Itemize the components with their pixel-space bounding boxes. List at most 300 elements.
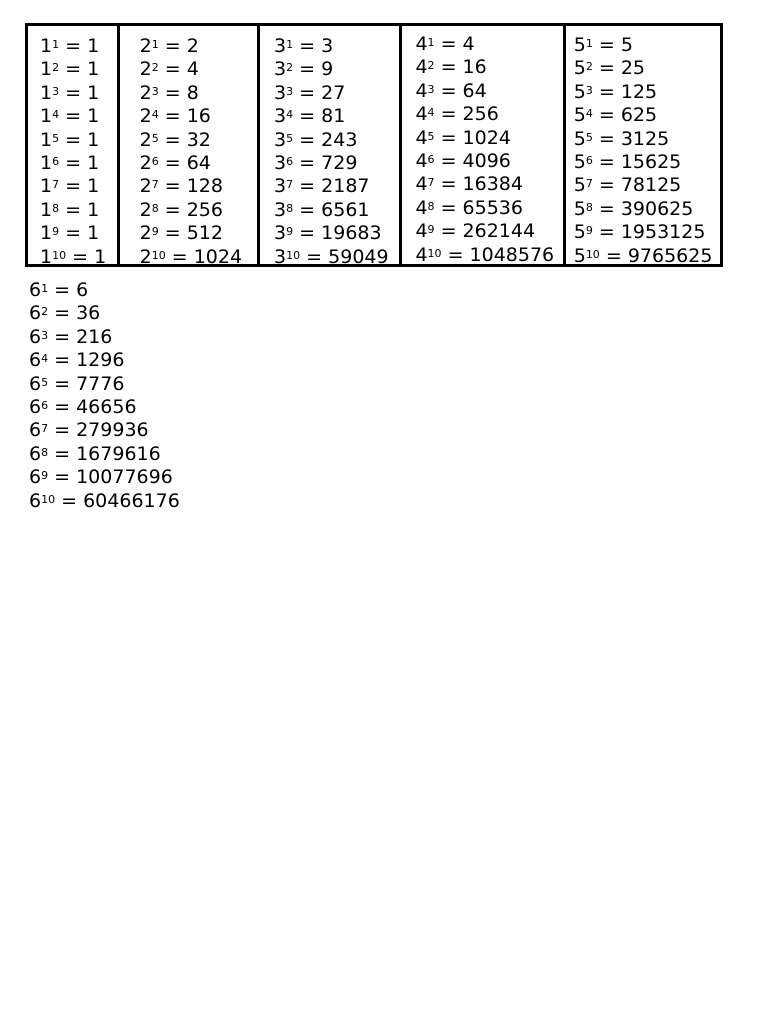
equals-sign: =	[59, 128, 88, 151]
equals-sign: =	[48, 279, 77, 301]
power-value: 1	[87, 198, 100, 221]
power-base: 3	[274, 105, 287, 128]
equals-sign: =	[48, 349, 77, 372]
power-base: 1	[40, 128, 53, 151]
equals-sign: =	[48, 325, 77, 348]
power-value: 512	[186, 222, 223, 245]
equals-sign: =	[592, 127, 621, 150]
power-base: 5	[573, 57, 586, 80]
power-equation	[140, 129, 257, 152]
power-equation	[140, 222, 257, 245]
power-base: 4	[415, 149, 428, 172]
power-base: 3	[274, 245, 287, 268]
power-value: 64	[186, 151, 211, 174]
equals-sign: =	[158, 222, 187, 245]
power-base: 3	[274, 151, 287, 174]
power-equation	[29, 396, 180, 419]
power-value: 1	[87, 58, 100, 81]
power-equation	[140, 152, 257, 175]
power-equation	[274, 222, 399, 245]
equals-sign: =	[293, 198, 322, 221]
power-exponent: 7	[52, 178, 60, 192]
power-equation	[415, 244, 562, 267]
power-base: 1	[40, 245, 53, 268]
power-exponent: 5	[286, 131, 294, 145]
power-exponent: 1	[427, 36, 435, 49]
equals-sign: =	[59, 175, 88, 198]
equals-sign: =	[48, 395, 77, 418]
power-value: 16	[462, 56, 487, 79]
power-base: 2	[139, 198, 152, 221]
power-equation	[29, 419, 180, 442]
power-exponent: 4	[286, 108, 294, 122]
power-exponent: 1	[41, 282, 49, 295]
power-value: 16	[186, 105, 211, 128]
power-exponent: 10	[585, 247, 600, 261]
power-base: 4	[415, 103, 428, 126]
power-value: 46656	[76, 395, 137, 418]
power-exponent: 4	[585, 107, 593, 121]
power-exponent: 6	[286, 154, 294, 168]
equals-sign: =	[293, 222, 322, 245]
power-equation	[40, 199, 117, 222]
equals-sign: =	[59, 58, 88, 81]
equals-sign: =	[300, 245, 329, 268]
power-base: 4	[415, 196, 428, 219]
power-equation	[574, 151, 720, 174]
power-value: 60466176	[83, 489, 180, 512]
equals-sign: =	[441, 243, 470, 266]
power-equation	[574, 128, 720, 151]
power-base: 6	[29, 279, 42, 301]
equals-sign: =	[158, 35, 187, 57]
power-equation	[415, 173, 562, 196]
power-equation	[274, 58, 399, 81]
power-exponent: 3	[286, 84, 294, 98]
power-equation	[40, 222, 117, 245]
equals-sign: =	[293, 58, 322, 81]
power-exponent: 1	[585, 37, 593, 50]
power-equation	[140, 82, 257, 105]
power-value: 6	[76, 279, 89, 301]
power-equation	[274, 105, 399, 128]
equals-sign: =	[592, 80, 621, 103]
power-base: 1	[40, 151, 53, 174]
power-value: 390625	[620, 197, 694, 220]
power-value: 216	[76, 325, 113, 348]
power-value: 1	[87, 128, 100, 151]
power-base: 4	[415, 126, 428, 149]
power-value: 59049	[328, 245, 389, 268]
power-base: 2	[139, 222, 152, 245]
power-base: 4	[415, 33, 428, 55]
power-exponent: 1	[151, 38, 159, 51]
power-base: 6	[29, 395, 42, 418]
power-base: 3	[274, 175, 287, 198]
power-exponent: 6	[585, 153, 593, 167]
power-equation	[29, 326, 180, 349]
power-exponent: 2	[286, 61, 294, 75]
power-base: 6	[29, 419, 42, 442]
equals-sign: =	[158, 151, 187, 174]
power-equation	[29, 490, 180, 513]
power-base: 6	[29, 349, 42, 372]
power-base: 6	[29, 372, 42, 395]
power-equation	[415, 80, 562, 103]
power-exponent: 6	[151, 154, 159, 168]
equals-sign: =	[592, 57, 621, 80]
power-equation	[415, 33, 562, 56]
power-exponent: 5	[52, 131, 60, 145]
power-base: 6	[29, 325, 42, 348]
power-equation	[415, 127, 562, 150]
power-base: 6	[29, 302, 42, 325]
equals-sign: =	[434, 173, 463, 196]
power-equation	[274, 152, 399, 175]
power-exponent: 3	[41, 328, 49, 342]
power-equation	[40, 152, 117, 175]
equals-sign: =	[158, 81, 187, 104]
power-equation	[574, 34, 720, 57]
power-equation	[574, 174, 720, 197]
power-equation	[274, 246, 399, 269]
power-value: 1	[87, 222, 100, 245]
power-equation	[140, 58, 257, 81]
powers-of-5-column	[566, 26, 723, 267]
power-exponent: 10	[52, 248, 67, 262]
power-base: 2	[139, 245, 152, 268]
equals-sign: =	[434, 79, 463, 102]
power-equation	[40, 82, 117, 105]
power-value: 1	[87, 151, 100, 174]
equals-sign: =	[599, 244, 628, 267]
power-base: 3	[274, 222, 287, 245]
power-equation	[574, 198, 720, 221]
power-exponent: 1	[286, 38, 294, 51]
power-value: 1	[94, 245, 107, 268]
power-value: 4	[186, 58, 199, 81]
power-value: 5	[620, 34, 633, 56]
equals-sign: =	[434, 56, 463, 79]
equals-sign: =	[434, 220, 463, 243]
equals-sign: =	[59, 105, 88, 128]
power-value: 64	[462, 79, 487, 102]
power-value: 9765625	[627, 244, 713, 267]
power-value: 125	[620, 80, 658, 103]
power-base: 1	[40, 175, 53, 198]
power-base: 1	[40, 35, 53, 57]
power-base: 2	[139, 105, 152, 128]
power-exponent: 7	[151, 178, 159, 192]
equals-sign: =	[592, 150, 621, 173]
power-exponent: 2	[585, 60, 593, 74]
equals-sign: =	[293, 81, 322, 104]
power-equation	[40, 35, 117, 58]
power-equation	[415, 56, 562, 79]
power-equation	[40, 129, 117, 152]
power-value: 9	[321, 58, 334, 81]
power-value: 10077696	[76, 466, 173, 489]
power-value: 1679616	[76, 442, 161, 465]
equals-sign: =	[59, 81, 88, 104]
power-equation	[415, 220, 562, 243]
equals-sign: =	[59, 222, 88, 245]
power-equation	[574, 221, 720, 244]
power-exponent: 1	[52, 38, 60, 51]
power-base: 5	[573, 174, 586, 197]
power-value: 1	[87, 175, 100, 198]
power-exponent: 2	[52, 61, 60, 75]
equals-sign: =	[293, 105, 322, 128]
power-equation	[140, 175, 257, 198]
power-base: 3	[274, 81, 287, 104]
power-exponent: 10	[41, 492, 56, 506]
power-base: 4	[415, 79, 428, 102]
equals-sign: =	[66, 245, 95, 268]
power-base: 4	[415, 173, 428, 196]
power-base: 3	[274, 198, 287, 221]
power-equation	[29, 466, 180, 489]
equals-sign: =	[59, 35, 88, 57]
power-base: 5	[573, 34, 586, 56]
power-value: 81	[321, 105, 346, 128]
equals-sign: =	[293, 128, 322, 151]
equals-sign: =	[59, 151, 88, 174]
equals-sign: =	[48, 372, 77, 395]
powers-of-2-column	[120, 26, 260, 268]
power-value: 1296	[76, 349, 125, 372]
power-equation	[415, 103, 562, 126]
power-exponent: 8	[52, 201, 60, 215]
power-equation	[274, 82, 399, 105]
power-base: 5	[573, 127, 586, 150]
power-equation	[29, 443, 180, 466]
power-exponent: 6	[52, 154, 60, 168]
power-equation	[40, 175, 117, 198]
power-base: 4	[415, 243, 428, 266]
power-base: 2	[139, 81, 152, 104]
equals-sign: =	[48, 466, 77, 489]
power-value: 1	[87, 105, 100, 128]
equals-sign: =	[55, 489, 84, 512]
equals-sign: =	[293, 35, 322, 57]
power-exponent: 9	[41, 469, 49, 483]
power-value: 4	[462, 33, 475, 55]
power-base: 2	[139, 35, 152, 57]
power-equation	[29, 302, 180, 325]
power-value: 243	[321, 128, 358, 151]
power-value: 15625	[620, 150, 682, 173]
power-value: 1953125	[620, 221, 706, 244]
equals-sign: =	[158, 58, 187, 81]
power-value: 729	[321, 151, 358, 174]
equals-sign: =	[158, 198, 187, 221]
power-base: 1	[40, 81, 53, 104]
power-exponent: 9	[52, 225, 60, 239]
power-exponent: 9	[286, 225, 294, 239]
power-exponent: 5	[151, 131, 159, 145]
power-value: 32	[186, 128, 211, 151]
power-equation	[40, 246, 117, 269]
power-base: 5	[573, 80, 586, 103]
power-equation	[29, 279, 180, 302]
equals-sign: =	[434, 149, 463, 172]
power-base: 1	[40, 222, 53, 245]
power-equation	[40, 105, 117, 128]
power-value: 262144	[462, 220, 536, 243]
power-exponent: 10	[427, 246, 442, 260]
power-exponent: 6	[41, 398, 49, 412]
power-equation	[274, 35, 399, 58]
power-base: 5	[573, 197, 586, 220]
power-exponent: 8	[585, 200, 593, 214]
equals-sign: =	[48, 302, 77, 325]
power-base: 6	[29, 466, 42, 489]
equals-sign: =	[48, 419, 77, 442]
equals-sign: =	[48, 442, 77, 465]
equals-sign: =	[158, 128, 187, 151]
power-value: 1	[87, 81, 100, 104]
power-base: 2	[139, 151, 152, 174]
power-exponent: 2	[427, 59, 435, 73]
equals-sign: =	[434, 196, 463, 219]
power-exponent: 8	[427, 199, 435, 213]
power-equation	[415, 197, 562, 220]
power-exponent: 8	[151, 201, 159, 215]
powers-of-1-column	[28, 26, 120, 268]
power-equation	[274, 175, 399, 198]
power-base: 4	[415, 220, 428, 243]
power-value: 27	[321, 81, 346, 104]
power-value: 16384	[462, 173, 523, 196]
power-base: 5	[573, 150, 586, 173]
power-value: 1024	[462, 126, 511, 149]
power-base: 5	[573, 221, 586, 244]
power-value: 3125	[620, 127, 670, 150]
powers-of-3-column	[260, 26, 402, 268]
power-value: 256	[462, 103, 499, 126]
powers-table	[25, 23, 723, 267]
equals-sign: =	[592, 174, 621, 197]
power-exponent: 3	[52, 84, 60, 98]
power-base: 1	[40, 58, 53, 81]
power-exponent: 3	[427, 82, 435, 96]
power-value: 1024	[193, 245, 243, 268]
power-exponent: 3	[151, 84, 159, 98]
power-equation	[574, 104, 720, 127]
power-value: 279936	[76, 419, 149, 442]
power-exponent: 3	[585, 83, 593, 97]
power-value: 36	[76, 302, 101, 325]
power-value: 1	[87, 35, 100, 57]
power-exponent: 4	[52, 108, 60, 122]
power-exponent: 9	[427, 223, 435, 237]
power-base: 5	[573, 244, 586, 267]
power-base: 1	[40, 198, 53, 221]
power-value: 7776	[76, 372, 125, 395]
power-exponent: 7	[585, 177, 593, 191]
power-exponent: 10	[286, 248, 301, 262]
power-base: 2	[139, 128, 152, 151]
power-exponent: 4	[151, 108, 159, 122]
equals-sign: =	[434, 103, 463, 126]
power-exponent: 5	[41, 375, 49, 389]
power-base: 6	[29, 489, 42, 512]
power-exponent: 2	[41, 305, 49, 319]
power-exponent: 8	[286, 201, 294, 215]
power-value: 2	[186, 35, 199, 57]
power-value: 25	[620, 57, 645, 80]
equals-sign: =	[592, 104, 621, 127]
power-exponent: 6	[427, 152, 435, 166]
power-exponent: 5	[427, 129, 435, 143]
power-value: 3	[321, 35, 334, 57]
equals-sign: =	[293, 175, 322, 198]
equals-sign: =	[592, 221, 621, 244]
power-value: 128	[186, 175, 223, 198]
power-equation	[140, 199, 257, 222]
power-base: 2	[139, 175, 152, 198]
power-value: 78125	[620, 174, 682, 197]
power-equation	[140, 246, 257, 269]
power-equation	[574, 245, 720, 268]
equals-sign: =	[293, 151, 322, 174]
power-exponent: 7	[286, 178, 294, 192]
power-equation	[274, 199, 399, 222]
power-value: 19683	[321, 222, 382, 245]
power-exponent: 9	[151, 225, 159, 239]
power-base: 3	[274, 128, 287, 151]
power-exponent: 2	[151, 61, 159, 75]
power-exponent: 4	[427, 106, 435, 120]
power-equation	[29, 373, 180, 396]
power-value: 256	[186, 198, 223, 221]
equals-sign: =	[158, 105, 187, 128]
power-exponent: 4	[41, 352, 49, 366]
power-value: 2187	[321, 175, 370, 198]
equals-sign: =	[434, 126, 463, 149]
power-exponent: 5	[585, 130, 593, 144]
equals-sign: =	[165, 245, 194, 268]
power-base: 1	[40, 105, 53, 128]
power-equation	[415, 150, 562, 173]
power-equation	[574, 57, 720, 80]
power-equation	[40, 58, 117, 81]
power-exponent: 7	[427, 176, 435, 190]
power-equation	[274, 129, 399, 152]
powers-of-4-column	[402, 26, 565, 264]
power-value: 1048576	[469, 243, 555, 266]
power-exponent: 10	[151, 248, 166, 262]
power-equation	[140, 105, 257, 128]
equals-sign: =	[59, 198, 88, 221]
power-value: 6561	[321, 198, 370, 221]
power-exponent: 8	[41, 445, 49, 459]
power-exponent: 9	[585, 224, 593, 238]
powers-of-6-list	[29, 279, 180, 513]
equals-sign: =	[434, 33, 463, 55]
power-base: 5	[573, 104, 586, 127]
power-base: 3	[274, 58, 287, 81]
power-value: 625	[620, 104, 658, 127]
power-equation	[29, 349, 180, 372]
power-value: 65536	[462, 196, 523, 219]
power-equation	[574, 81, 720, 104]
power-base: 6	[29, 442, 42, 465]
power-value: 4096	[462, 149, 511, 172]
power-exponent: 7	[41, 422, 49, 436]
equals-sign: =	[592, 197, 621, 220]
